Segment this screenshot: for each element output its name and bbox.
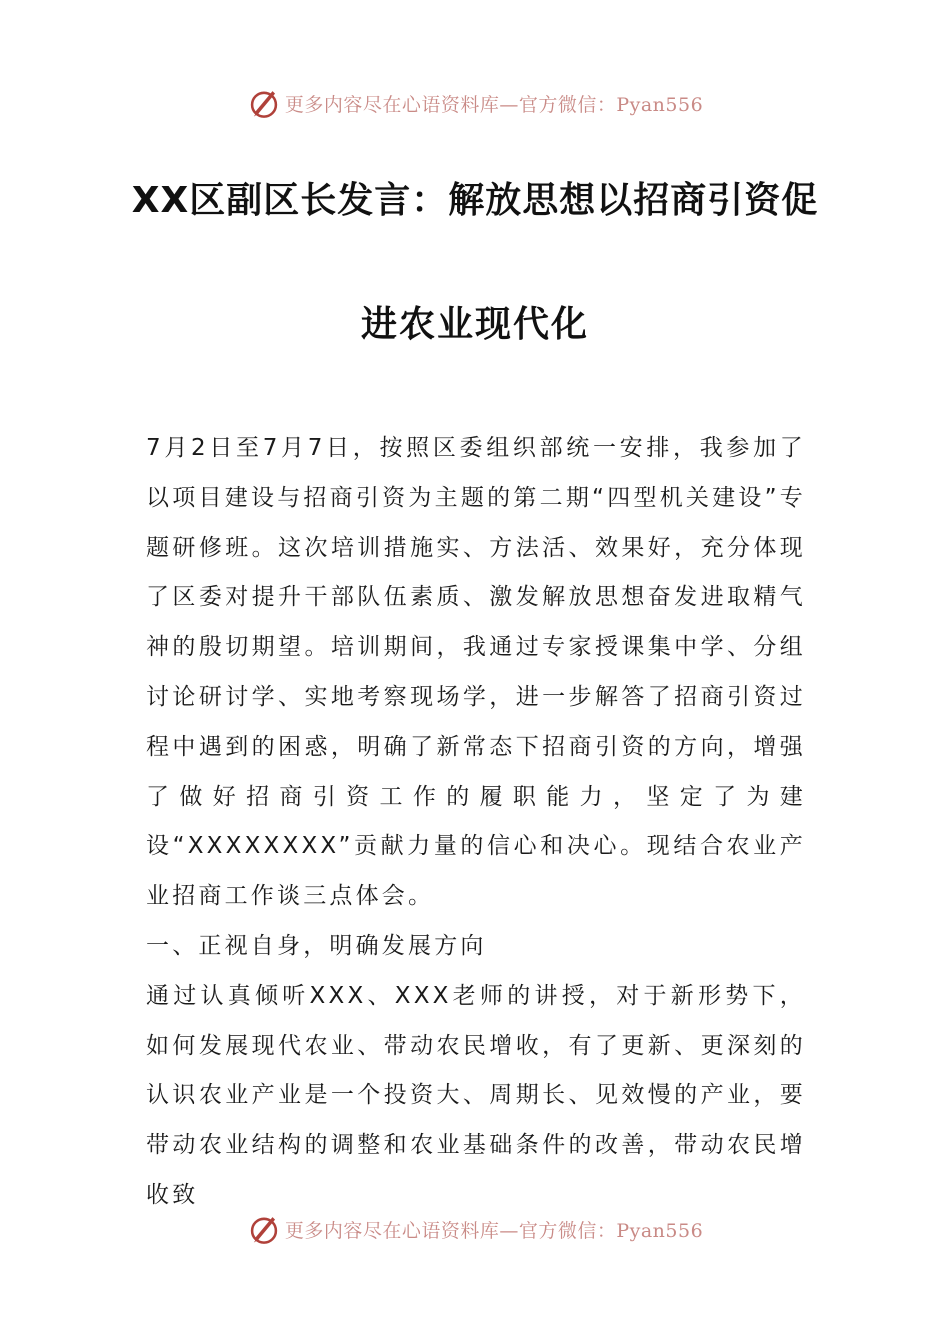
paragraph-section-1: 通过认真倾听XXX、XXX老师的讲授，对于新形势下，如何发展现代农业、带动农民增收，有了更新、更深刻的认识农业产业是一个投资大、周期长、见效慢的产业，要带动农业结构的调整和农业基础条件的改善，带动农民增收致 [146, 982, 806, 1208]
watermark-text: 更多内容尽在心语资料库—官方微信：Pyan556 [284, 93, 704, 116]
watermark-footer [0, 1212, 950, 1246]
quill-pen-circle-icon [247, 1212, 281, 1246]
document-title-line-1: XX区副区长发言：解放思想以招商引资促 [131, 180, 819, 221]
document-title-line-2: 进农业现代化 [360, 304, 589, 345]
document-body [146, 424, 806, 1221]
paragraph-intro: 7月2日至7月7日，按照区委组织部统一安排，我参加了以项目建设与招商引资为主题的第二期“四型机关建设”专题研修班。这次培训措施实、方法活、效果好，充分体现了区委对提升干部队伍素质、激发解放思想奋发进取精气神的殷切期望。培训期间，我通过专家授课集中学、分组讨论研讨学、实地考察现场学，进一步解答了招商引资过程中遇到的困惑，明确了新常态下招商引资的方向，增强了做好招商引资工作的履职能力，坚定了为建设“XXXXXXXX”贡献力量的信心和决心。现结合农业产业招商工作谈三点体会。 [146, 435, 806, 910]
watermark-header [0, 86, 950, 120]
section-heading-1: 一、正视自身，明确发展方向 [146, 932, 487, 959]
quill-pen-circle-icon [247, 86, 281, 120]
watermark-text: 更多内容尽在心语资料库—官方微信：Pyan556 [284, 1219, 704, 1242]
